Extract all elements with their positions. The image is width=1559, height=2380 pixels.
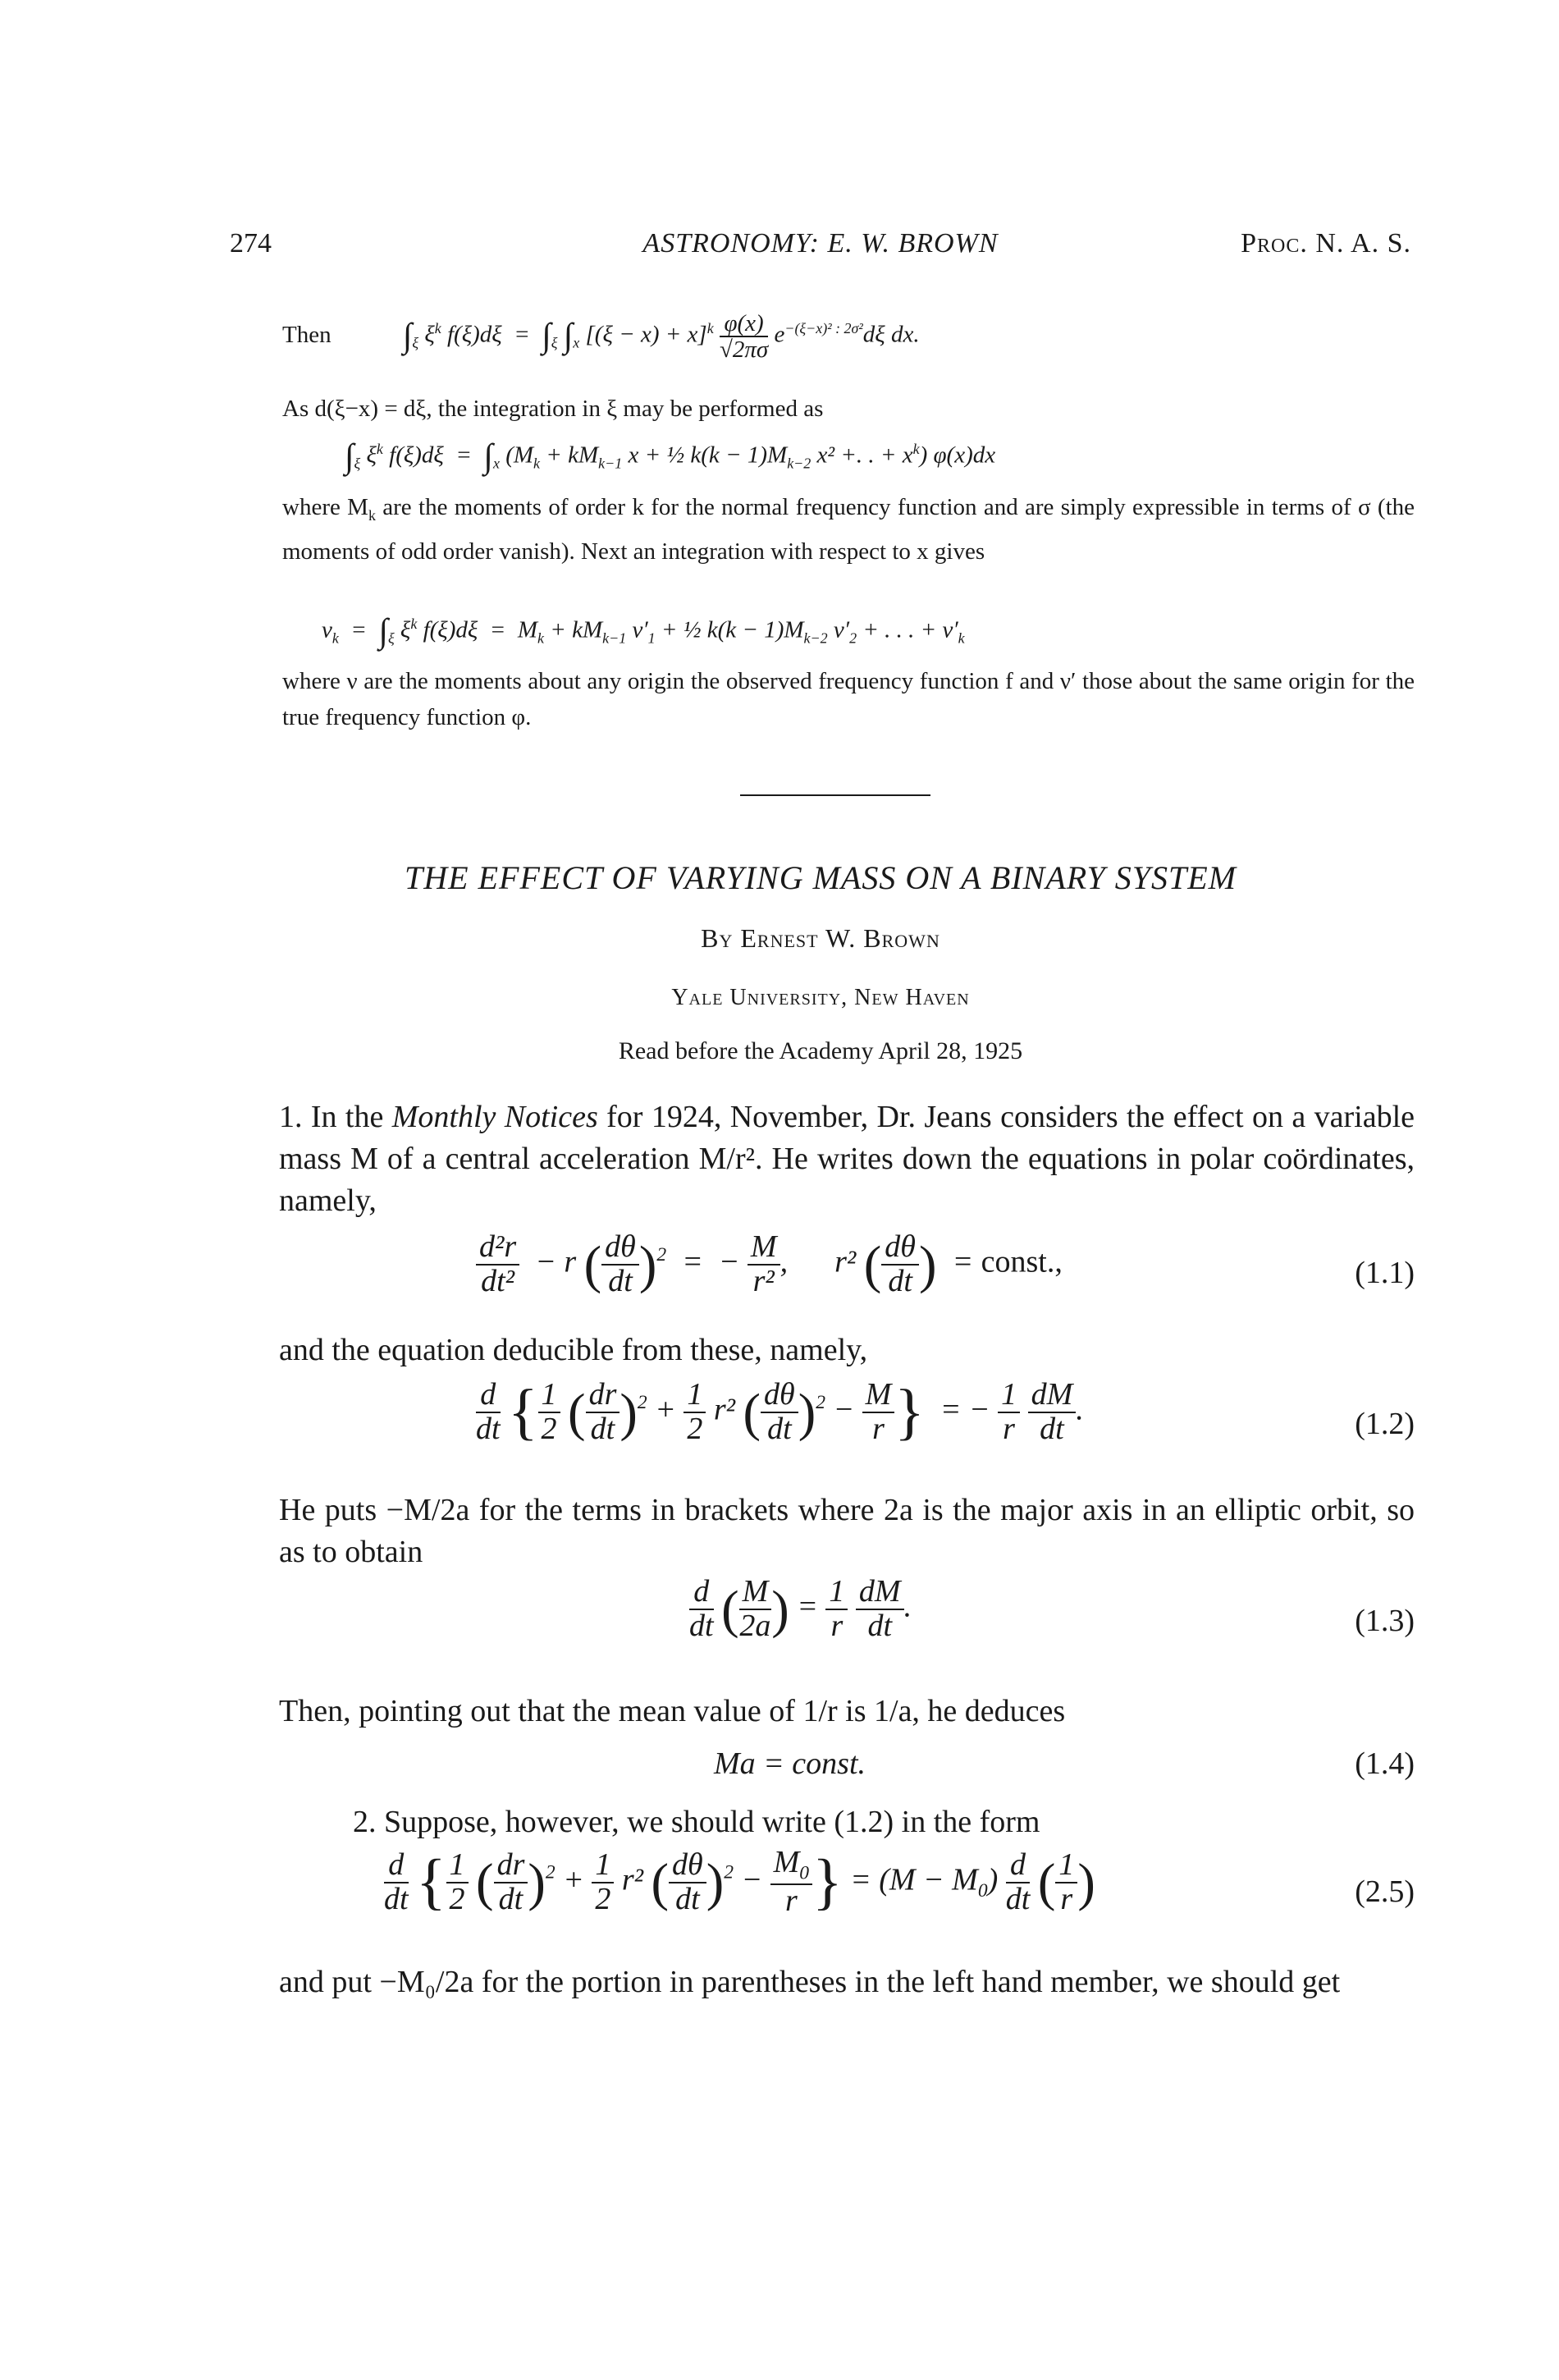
- article-title: THE EFFECT OF VARYING MASS ON A BINARY SYSTEM: [405, 859, 1237, 896]
- equation-1-2: $\frac{d}{dt}$ { $\frac{1}{2}$ ( $\frac{dr}{dt}$ )$^2$ + $\frac{1}{2}$ r² ( $\frac{d\theta}{dt}$ )$^2$ − $\frac{M}{r}$ } = − $\frac{1}{r}$ $\frac{dM}{dt}$ . (1.2): [476, 1377, 1415, 1447]
- equation-number-1-1: (1.1): [1355, 1256, 1415, 1290]
- paragraph-moments: where $M_k$ are the moments of order k for the normal frequency function and are simply expressible in terms of σ (the moments of odd order vanish). Next an integration with respect to x gives: [282, 494, 1415, 565]
- equation-number-1-4: (1.4): [1355, 1746, 1415, 1781]
- paragraph-6: and put −M₀/2a for the portion in parentheses in the left hand member, we should get: [279, 1965, 1341, 1999]
- paragraph-nu: where ν are the moments about any origin the observed frequency function f and ν′ those about the same origin for the true frequency function φ.: [282, 668, 1415, 730]
- equation-1-4-text: Ma = const.: [714, 1746, 866, 1781]
- running-title: ASTRONOMY: E. W. BROWN: [642, 228, 999, 259]
- equation-number-1-2: (1.2): [1355, 1407, 1415, 1441]
- then-label: Then: [282, 321, 331, 348]
- equation-2-5: $\frac{d}{dt}$ { $\frac{1}{2}$ ( $\frac{dr}{dt}$ )$^2$ + $\frac{1}{2}$ r² ( $\frac{d\theta}{dt}$ )$^2$ − $\frac{M_0}{r}$ } = $(M - M_0)$ $\frac{d}{dt}$ ( $\frac{1}{r}$ ) (2.5): [384, 1845, 1415, 1919]
- paragraph-3: He puts −M/2a for the terms in brackets where 2a is the major axis in an elliptic orbit, so as to obtain: [279, 1493, 1415, 1569]
- article-affiliation: Yale University, New Haven: [671, 985, 970, 1010]
- equation-moments: $\int_\xi$ $\xi^k$ $f(\xi)d\xi = \int_x$ ($M_k + kM_{k-1}$ x + ½ $k(k - 1)M_{k-2}$ x² +. . + $x^k$) φ(x)dx: [345, 437, 996, 476]
- equation-number-1-3: (1.3): [1355, 1604, 1415, 1638]
- text-integration-note: As d(ξ−x) = dξ, the integration in ξ may be performed as: [282, 396, 824, 422]
- paragraph-5: 2. Suppose, however, we should write (1.2) in the form: [353, 1805, 1040, 1839]
- page-number: 274: [230, 228, 272, 259]
- article-read-note: Read before the Academy April 28, 1925: [618, 1037, 1023, 1064]
- equation-nu-k: $\nu_k = \int_\xi$ $\xi^k$ $f(\xi)d\xi = M_k + kM_{k-1}$ $\nu'_1$ + ½ $k(k - 1)M_{k-2}$ $\nu'_2$ + . . . + $\nu'_k$: [322, 612, 965, 651]
- equation-1-4: [714, 1743, 1415, 1785]
- equation-number-2-5: (2.5): [1355, 1874, 1415, 1909]
- paragraph-4: Then, pointing out that the mean value of 1/r is 1/a, he deduces: [279, 1694, 1066, 1728]
- equation-1-3: $\frac{d}{dt}$ ( $\frac{M}{2a}$ ) = $\frac{1}{r}$ $\frac{dM}{dt}$ . (1.3): [689, 1574, 1415, 1643]
- equation-then: Then $\int_\xi$ $\xi^k$ $f(\xi)d\xi = \int_\xi$ $\int_x$ $[(\xi - x) + x]^k$ $\frac{\varphi(x)}{√2\pi\sigma}$ $e^{-(\xi-x)^2 : 2\sigma^2}d\xi$ dx.: [282, 309, 920, 363]
- equation-1-1: $\frac{\text{d²r}}{\text{dt²}}$ − r ( $\frac{d\theta}{dt}$ )$^2$ = − $\frac{M}{\text{r²}}$ , r² ( $\frac{d\theta}{dt}$ ) = const., (1.1): [476, 1231, 1415, 1298]
- journal-name: Proc. N. A. S.: [1241, 228, 1411, 259]
- paragraph-2: and the equation deducible from these, namely,: [279, 1333, 868, 1367]
- paragraph-1: 1. In the Monthly Notices for 1924, November, Dr. Jeans considers the effect on a variable mass M of a central acceleration M/r². He writes down the equations in polar coördinates, namely,: [279, 1100, 1415, 1218]
- running-header: [230, 228, 1411, 261]
- article-byline: By Ernest W. Brown: [701, 923, 940, 953]
- section-divider: [740, 794, 930, 796]
